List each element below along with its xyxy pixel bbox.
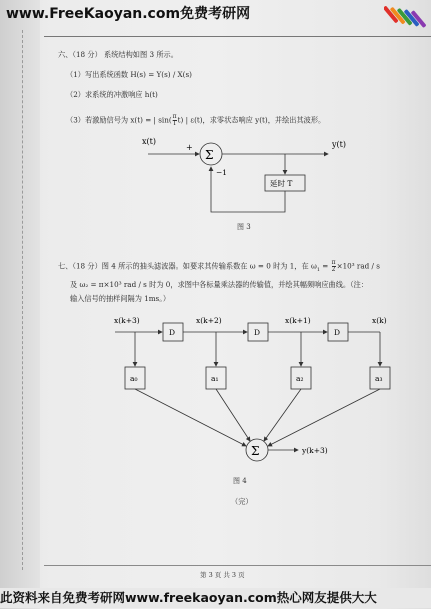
page-number: 第 3 页 共 3 页 xyxy=(200,571,245,579)
site-logo-icon xyxy=(384,2,428,32)
fig3-input-label: x(t) xyxy=(142,137,156,146)
fig4-tap-label-2: x(k+1) xyxy=(285,316,311,325)
fig4-sum-symbol: Σ xyxy=(251,444,260,458)
q7-fraction xyxy=(332,260,336,273)
fig3-gain-label: −1 xyxy=(216,168,228,177)
fig4-delay-label-3: D xyxy=(334,328,341,337)
q7-line2: 及 ω₂ = π×10³ rad / s 时为 0，求图中各标量乘法器的传输值，并绘其幅频响应曲线。（注： xyxy=(70,280,369,289)
site-watermark-top: www.FreeKaoyan.com免费考研网 xyxy=(6,6,251,22)
q6-frac-num: π xyxy=(172,113,177,120)
fig4-tap-label-3: x(k) xyxy=(372,316,387,325)
fig4-coef-0: a₀ xyxy=(130,374,138,383)
fig4-caption: 图 4 xyxy=(233,477,247,485)
q7-frac-num: π xyxy=(331,259,336,266)
fig4-delay-label-2: D xyxy=(254,328,261,337)
fig4-delay-label-1: D xyxy=(169,328,176,337)
q6-part3-suffix: t) | ε(t)，求零状态响应 y(t)，并绘出其波形。 xyxy=(177,115,326,125)
q6-fraction xyxy=(173,114,177,127)
q6-part1: （1）写出系统函数 H(s) = Y(s) / X(s) xyxy=(66,70,192,79)
footer-rule xyxy=(44,565,431,566)
fig4-tap-label-1: x(k+2) xyxy=(196,316,222,325)
binding-margin xyxy=(0,0,40,609)
fig4-coef-1: a₁ xyxy=(211,374,219,383)
fig3-sum-symbol: Σ xyxy=(205,148,214,162)
q6-part3 xyxy=(66,114,325,127)
fig4-output-label: y(k+3) xyxy=(302,446,328,455)
q7-line1 xyxy=(58,260,380,275)
binding-dash-line xyxy=(22,30,23,570)
q6-part3-prefix: （3）若激励信号为 x(t) = | sin( xyxy=(66,115,172,125)
figure-4-diagram xyxy=(100,310,400,470)
fig4-to-sum-3 xyxy=(268,389,380,446)
q7-line1-equals: = xyxy=(320,261,331,271)
figure-3-diagram xyxy=(120,132,380,217)
q7-line1-prefix: 七、（18 分）图 4 所示的抽头滤波器。如要求其传输系数在 ω = 0 时为 1，在 ω xyxy=(58,261,317,271)
q7-frac-den: 2 xyxy=(331,266,336,273)
fig3-delay-label: 延时 T xyxy=(270,179,293,188)
fig4-tap-label-0: x(k+3) xyxy=(114,316,140,325)
q6-frac-den: T xyxy=(172,120,177,127)
fig4-coef-2: a₂ xyxy=(296,374,304,383)
site-watermark-bottom: 此资料来自免费考研网www.freekaoyan.com热心网友提供大大 xyxy=(0,588,431,608)
fig4-coef-3: a₃ xyxy=(375,374,383,383)
q7-line3: 输入信号的抽样间隔为 1ms。） xyxy=(70,294,171,303)
fig4-to-sum-2 xyxy=(264,389,301,441)
fig4-to-sum-0 xyxy=(135,389,246,446)
fig3-caption: 图 3 xyxy=(237,223,251,231)
fig3-plus-sign: + xyxy=(186,143,193,152)
fig3-output-label: y(t) xyxy=(332,140,346,149)
q7-line1-subscript: 1 xyxy=(316,266,321,273)
q7-line1-suffix: ×10³ rad / s xyxy=(336,261,380,271)
end-mark: （完） xyxy=(231,497,253,506)
q6-part2: （2）求系统的冲激响应 h(t) xyxy=(66,90,158,99)
header-rule xyxy=(44,36,431,37)
q6-title: 六、（18 分） 系统结构如图 3 所示。 xyxy=(58,50,178,59)
